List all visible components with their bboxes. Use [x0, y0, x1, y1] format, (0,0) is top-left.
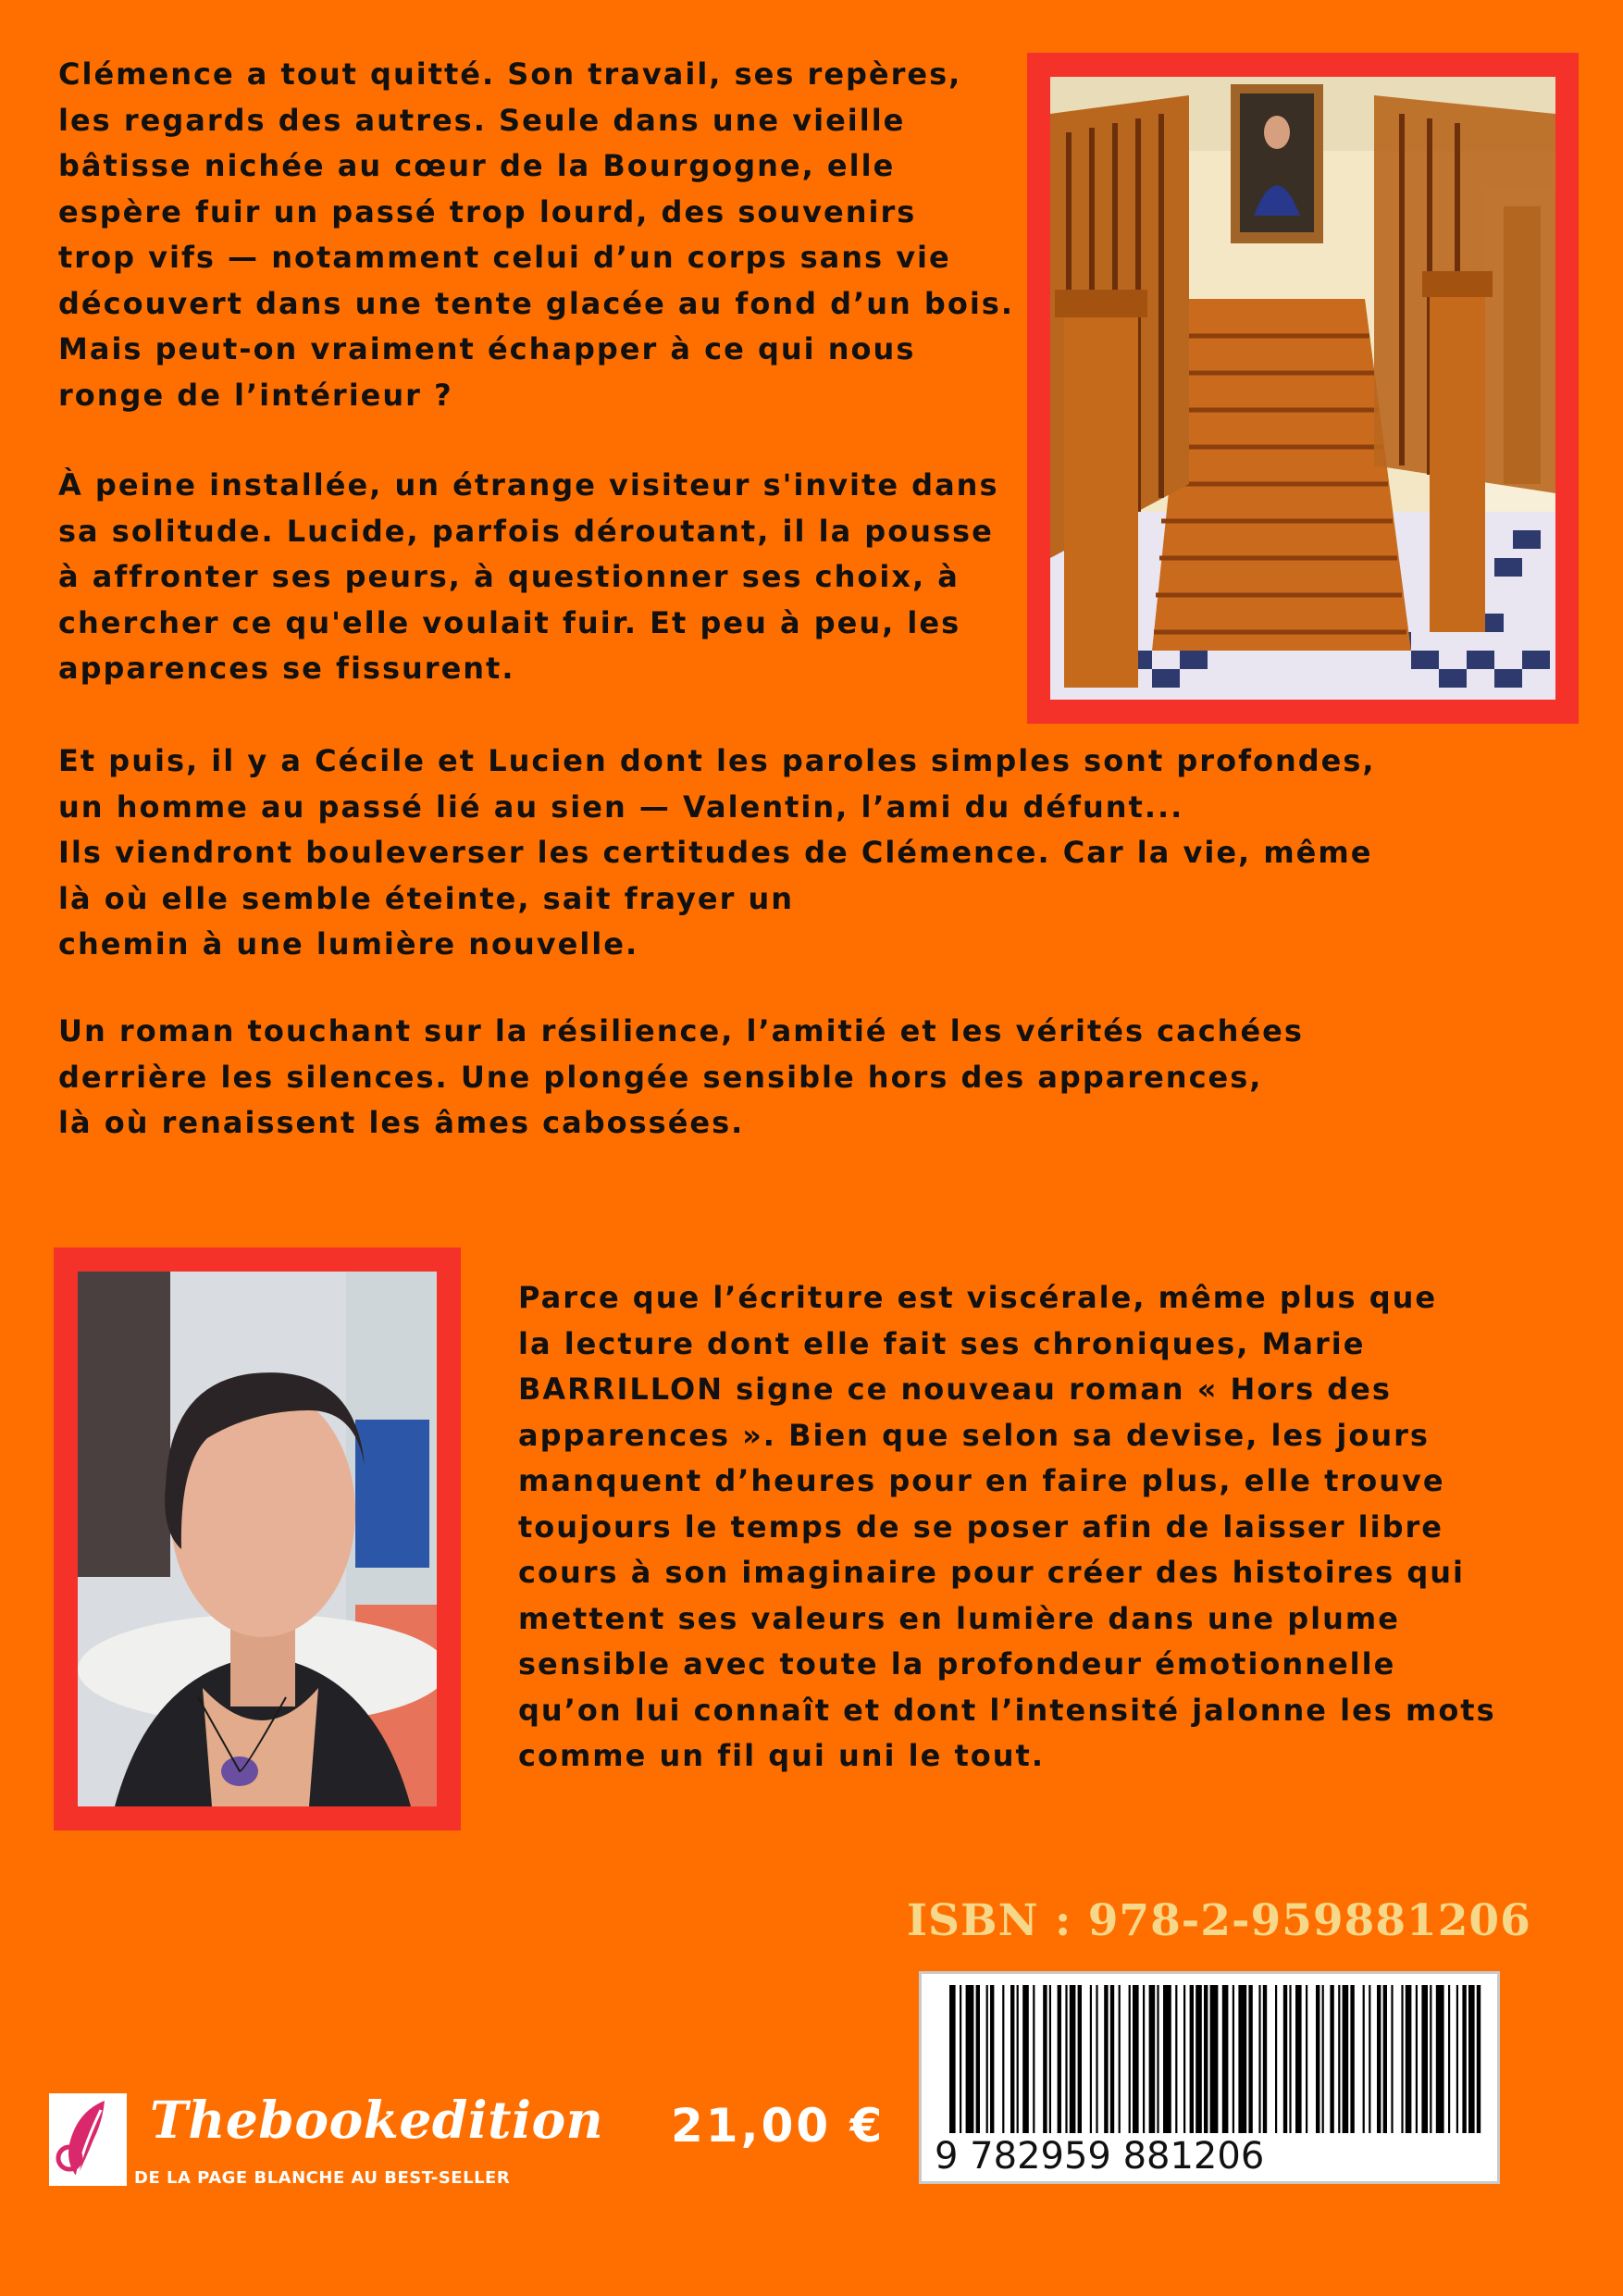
staircase-photo-frame: [1027, 53, 1579, 724]
barcode: [919, 1971, 1500, 2184]
author-photo: [78, 1272, 437, 1806]
publisher-name: Thebookedition: [150, 2090, 604, 2150]
synopsis-paragraph-2: À peine installée, un étrange visiteur s'invite dans sa solitude. Lucide, parfois déroutant, il la pousse à affronter ses peurs, à questionner ses choix, à chercher ce qu'elle voulait fuir. Et peu à peu, les apparences se fissurent.: [58, 467, 999, 686]
publisher-tagline: DE LA PAGE BLANCHE AU BEST-SELLER: [134, 2168, 511, 2188]
synopsis-paragraph-1: Clémence a tout quitté. Son travail, ses repères, les regards des autres. Seule dans une vieille bâtisse nichée au cœur de la Bourgogne, elle espère fuir un passé trop lourd, des souvenirs trop vifs — notamment celui d’un corps sans vie découvert dans une tente glacée au fond d’un bois. Mais peut-on vraiment échapper à ce qui nous ronge de l’intérieur ?: [58, 56, 1014, 413]
barcode-bars: [922, 1974, 1497, 2136]
author-photo-frame: [54, 1247, 461, 1831]
author-bio: Parce que l’écriture est viscérale, même plus que la lecture dont elle fait ses chroniques, Marie BARRILLON signe ce nouveau roman « Hors des apparences ». Bien que selon sa devise, les jours manquent d’heures pour en faire plus, elle trouve toujours le temps de se poser afin de laisser libre cours à son imaginaire pour créer des histoires qui mettent ses valeurs en lumière dans une plume sensible avec toute la profondeur émotionnelle qu’on lui connaît et dont l’intensité jalonne les mots comme un fil qui uni le tout.: [518, 1280, 1496, 1773]
feather-quill-icon: [49, 2093, 127, 2186]
staircase-photo: [1050, 77, 1555, 700]
synopsis-paragraph-3: Et puis, il y a Cécile et Lucien dont les paroles simples sont profondes, un homme au passé lié au sien — Valentin, l’ami du défunt... Ils viendront bouleverser les certitudes de Clémence. Car la vie, même là où elle semble éteinte, sait frayer un chemin à une lumière nouvelle.: [58, 743, 1376, 962]
isbn-label: ISBN : 978-2-959881206: [907, 1895, 1531, 1946]
barcode-digits: 9 782959 881206: [935, 2135, 1265, 2178]
price: 21,00 €: [671, 2099, 886, 2153]
synopsis-paragraph-4: Un roman touchant sur la résilience, l’amitié et les vérités cachées derrière les silences. Une plongée sensible hors des apparences, là où renaissent les âmes cabossées.: [58, 1013, 1304, 1140]
